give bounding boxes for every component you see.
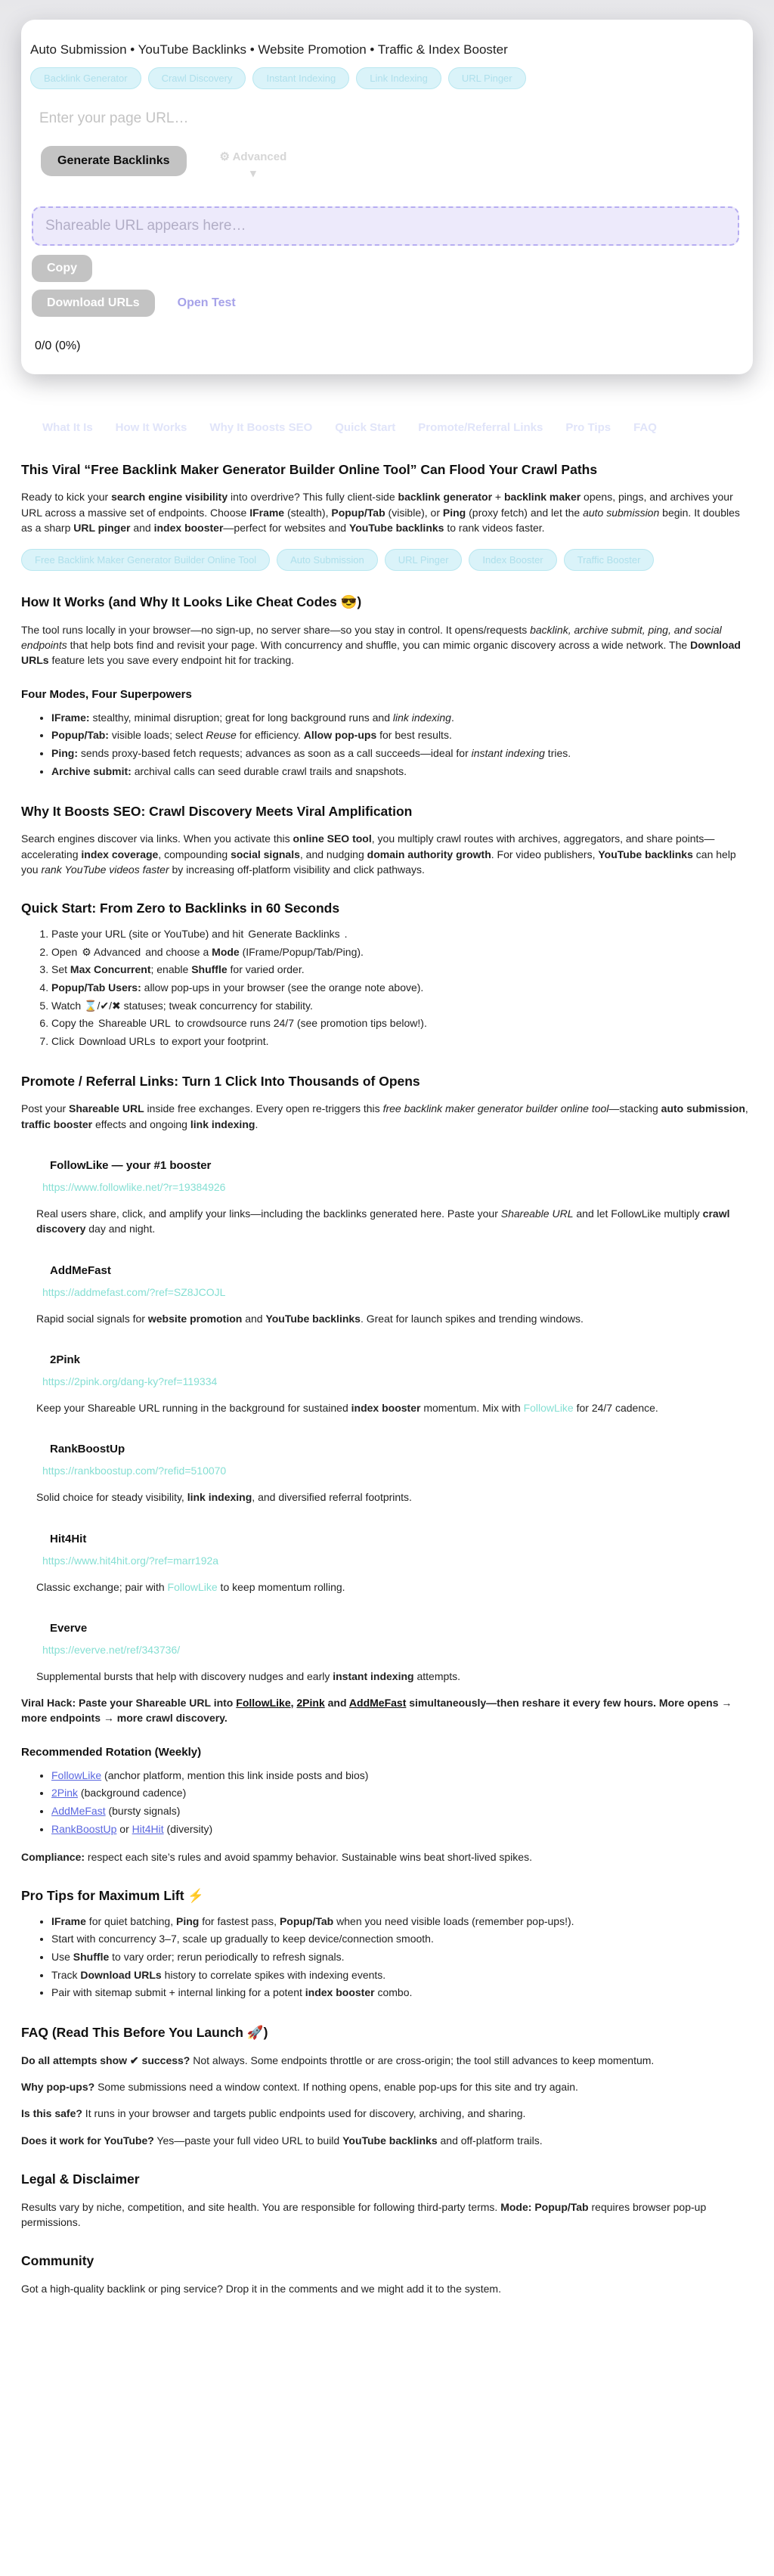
referral-card — [36, 1159, 753, 1237]
hero-section — [0, 0, 774, 395]
referral-card-description: Classic exchange; pair with FollowLike to keep momentum rolling. — [36, 1579, 753, 1595]
keyword-pill: Crawl Discovery — [148, 67, 246, 89]
faq-item: Do all attempts show ✔ success? Not always. Some endpoints throttle or are cross-origin; the tool still advances to keep momentum. — [21, 2053, 753, 2068]
referral-url-link[interactable]: https://addmefast.com/?ref=SZ8JCOJL — [42, 1286, 225, 1298]
copy-button[interactable]: Copy — [32, 255, 92, 282]
referral-url-link[interactable]: https://www.hit4hit.org/?ref=marr192a — [42, 1555, 218, 1567]
referral-card — [36, 1353, 753, 1415]
how-it-works-heading: How It Works (and Why It Looks Like Cheat Codes 😎) — [21, 594, 753, 611]
section-nav-link[interactable]: FAQ — [633, 421, 657, 434]
hit4hit-link[interactable]: Hit4Hit — [132, 1823, 164, 1835]
keyword-pill: Instant Indexing — [252, 67, 349, 89]
addmefast-link[interactable]: AddMeFast — [51, 1805, 106, 1817]
pro-tip-item: • IFrame for quiet batching, Ping for fastest pass, Popup/Tab when you need visible loads (remember pop-ups!). — [51, 1914, 753, 1930]
faq-item: Why pop-ups? Some submissions need a window context. If nothing opens, enable pop-ups for this site and try again. — [21, 2079, 753, 2094]
rotation-heading: Recommended Rotation (Weekly) — [21, 1746, 753, 1759]
followlike-inline-link[interactable]: FollowLike — [524, 1402, 574, 1414]
legal-paragraph: Results vary by niche, competition, and site health. You are responsible for following third-party terms. Mode: Popup/Tab requires browser pop-up permissions. — [21, 2199, 753, 2230]
keyword-pills-row-1 — [30, 67, 741, 89]
viral-hack-note: Viral Hack: Paste your Shareable URL into FollowLike, 2Pink and AddMeFast simultaneously—then reshare it every few hours. More opens → more endpoints → more crawl discovery. — [21, 1695, 753, 1726]
section-nav — [0, 395, 774, 434]
keyword-pill: Index Booster — [469, 549, 556, 571]
referral-card — [36, 1533, 753, 1595]
bottom-whitespace — [21, 2296, 753, 2576]
referral-url-link[interactable]: https://everve.net/ref/343736/ — [42, 1644, 180, 1656]
community-paragraph: Got a high-quality backlink or ping service? Drop it in the comments and we might add it to the system. — [21, 2281, 753, 2296]
rotation-list — [21, 1768, 753, 1838]
keywords-line: Auto Submission • YouTube Backlinks • Website Promotion • Traffic & Index Booster — [30, 42, 741, 57]
rotation-list-item: • AddMeFast (bursty signals) — [51, 1803, 753, 1820]
pro-tip-item: • Start with concurrency 3–7, scale up gradually to keep device/connection smooth. — [51, 1931, 753, 1948]
followlike-inline-link[interactable]: FollowLike — [168, 1581, 218, 1593]
keyword-pill: Traffic Booster — [564, 549, 655, 571]
why-seo-paragraph: Search engines discover via links. When you activate this online SEO tool, you multiply crawl routes with archives, aggregators, and share points—accelerating index coverage, compounding social signals, and nudging domain authority growth. For video publishers, YouTube backlinks can help you rank YouTube videos faster by increasing off-platform visibility and click pathways. — [21, 831, 753, 877]
advanced-toggle[interactable] — [220, 146, 287, 182]
keyword-pill: URL Pinger — [448, 67, 526, 89]
quick-start-list — [21, 926, 753, 1050]
faq-item: Does it work for YouTube? Yes—paste your full video URL to build YouTube backlinks and off-platform trails. — [21, 2133, 753, 2148]
section-nav-link[interactable]: How It Works — [116, 421, 187, 434]
legal-heading: Legal & Disclaimer — [21, 2171, 753, 2188]
what-it-is-paragraph: Ready to kick your search engine visibility into overdrive? This fully client-side backlink generator + backlink maker opens, pings, and archives your URL across a massive set of endpoints. Choose IFrame (stealth), Popup/Tab (visible), or Ping (proxy fetch) and let the auto submission begin. It doubles as a sharp URL pinger and index booster—perfect for websites and YouTube backlinks to rank videos faster. — [21, 489, 753, 535]
quick-start-step: 5. Watch ⌛/✔/✖ statuses; tweak concurrency for stability. — [51, 998, 753, 1015]
chevron-down-icon: ▾ — [220, 166, 287, 182]
modes-list — [21, 710, 753, 780]
quick-start-step: 2. Open ⚙ Advanced and choose a Mode (IFrame/Popup/Tab/Ping). — [51, 944, 753, 961]
shareable-url-box[interactable]: Shareable URL appears here… — [32, 206, 739, 246]
referral-card-title: Everve — [50, 1622, 753, 1635]
open-test-link[interactable]: Open Test — [178, 296, 236, 310]
why-seo-heading: Why It Boosts SEO: Crawl Discovery Meets Viral Amplification — [21, 803, 753, 820]
rankboostup-link[interactable]: RankBoostUp — [51, 1823, 116, 1835]
how-it-works-paragraph: The tool runs locally in your browser—no sign-up, no server share—so you stay in control. It opens/requests backlink, archive submit, ping, and social endpoints that help bots find and revisit your page. With concurrency and shuffle, you can mimic organic discovery across a wide network. The Download URLs feature lets you save every endpoint hit for tracking. — [21, 622, 753, 668]
quick-start-step: 6. Copy the Shareable URL to crowdsource runs 24/7 (see promotion tips below!). — [51, 1015, 753, 1032]
referral-card-title: 2Pink — [50, 1353, 753, 1366]
mode-list-item: • Popup/Tab: visible loads; select Reuse for efficiency. Allow pop-ups for best results. — [51, 727, 753, 744]
rotation-list-item: • RankBoostUp or Hit4Hit (diversity) — [51, 1821, 753, 1838]
faq-item: Is this safe? It runs in your browser and targets public endpoints used for discovery, archiving, and sharing. — [21, 2106, 753, 2121]
download-row — [32, 290, 741, 317]
community-heading: Community — [21, 2252, 753, 2270]
referral-cards — [21, 1159, 753, 1684]
generate-backlinks-button[interactable]: Generate Backlinks — [41, 146, 187, 176]
keyword-pills-row-2 — [21, 549, 753, 571]
quick-start-step: 1. Paste your URL (site or YouTube) and hit Generate Backlinks . — [51, 926, 753, 943]
keyword-pill: Free Backlink Maker Generator Builder Online Tool — [21, 549, 270, 571]
followlike-link[interactable]: FollowLike — [51, 1769, 101, 1781]
progress-counter: 0/0 (0%) — [35, 339, 741, 353]
referral-url-link[interactable]: https://2pink.org/dang-ky?ref=119334 — [42, 1375, 217, 1387]
quick-start-step: 7. Click Download URLs to export your footprint. — [51, 1034, 753, 1050]
rotation-list-item: • 2Pink (background cadence) — [51, 1785, 753, 1802]
pro-tip-item: • Pair with sitemap submit + internal linking for a potent index booster combo. — [51, 1985, 753, 2001]
referral-card — [36, 1622, 753, 1684]
keyword-pill: Auto Submission — [277, 549, 378, 571]
pro-tips-list — [21, 1914, 753, 2001]
page-url-input[interactable] — [38, 110, 525, 128]
rotation-list-item: • FollowLike (anchor platform, mention this link inside posts and bios) — [51, 1768, 753, 1784]
gear-icon: ⚙ Advanced — [220, 150, 287, 163]
referral-card — [36, 1443, 753, 1505]
keyword-pill: URL Pinger — [385, 549, 463, 571]
2pink-link[interactable]: 2Pink — [51, 1787, 78, 1799]
2pink-link[interactable]: 2Pink — [296, 1697, 324, 1709]
referral-card-description: Real users share, click, and amplify your links—including the backlinks generated here. Paste your Shareable URL and let FollowLike multiply crawl discovery day and night. — [36, 1206, 753, 1237]
addmefast-link[interactable]: AddMeFast — [349, 1697, 406, 1709]
keyword-pill: Backlink Generator — [30, 67, 141, 89]
compliance-paragraph: Compliance: respect each site’s rules and avoid spammy behavior. Sustainable wins beat short-lived spikes. — [21, 1849, 753, 1865]
quick-start-step: 3. Set Max Concurrent; enable Shuffle for varied order. — [51, 962, 753, 978]
referral-url-link[interactable]: https://rankboostup.com/?refid=510070 — [42, 1465, 226, 1477]
section-nav-link[interactable]: Promote/Referral Links — [418, 421, 543, 434]
section-nav-link[interactable]: Why It Boosts SEO — [209, 421, 312, 434]
section-nav-link[interactable]: What It Is — [42, 421, 93, 434]
mode-list-item: • Archive submit: archival calls can seed durable crawl trails and snapshots. — [51, 764, 753, 780]
referral-card-title: RankBoostUp — [50, 1443, 753, 1455]
referral-card-description: Rapid social signals for website promotion and YouTube backlinks. Great for launch spikes and trending windows. — [36, 1311, 753, 1326]
section-nav-link[interactable]: Pro Tips — [565, 421, 611, 434]
referral-card-title: FollowLike — your #1 booster — [50, 1159, 753, 1172]
keyword-pill: Link Indexing — [356, 67, 441, 89]
referral-card-description: Solid choice for steady visibility, link indexing, and diversified referral footprints. — [36, 1489, 753, 1505]
section-nav-link[interactable]: Quick Start — [335, 421, 395, 434]
controls-row — [41, 146, 741, 182]
mode-list-item: • Ping: sends proxy-based fetch requests; advances as soon as a call succeeds—ideal for instant indexing tries. — [51, 746, 753, 762]
pro-tips-heading: Pro Tips for Maximum Lift ⚡ — [21, 1887, 753, 1905]
promote-paragraph: Post your Shareable URL inside free exchanges. Every open re-triggers this free backlink maker generator builder online tool—stacking auto submission, traffic booster effects and ongoing link indexing. — [21, 1101, 753, 1132]
referral-card-description: Supplemental bursts that help with discovery nudges and early instant indexing attempts. — [36, 1669, 753, 1684]
referral-card-description: Keep your Shareable URL running in the background for sustained index booster momentum. Mix with FollowLike for 24/7 cadence. — [36, 1400, 753, 1415]
referral-card-title: AddMeFast — [50, 1264, 753, 1277]
referral-url-link[interactable]: https://www.followlike.net/?r=19384926 — [42, 1181, 225, 1193]
four-modes-heading: Four Modes, Four Superpowers — [21, 688, 753, 701]
pro-tip-item: • Use Shuffle to vary order; rerun periodically to refresh signals. — [51, 1949, 753, 1966]
quick-start-step: 4. Popup/Tab Users: allow pop-ups in your browser (see the orange note above). — [51, 980, 753, 997]
quick-start-heading: Quick Start: From Zero to Backlinks in 60 Seconds — [21, 900, 753, 917]
download-urls-button[interactable]: Download URLs — [32, 290, 155, 317]
mode-list-item: • IFrame: stealthy, minimal disruption; great for long background runs and link indexing. — [51, 710, 753, 727]
referral-card — [36, 1264, 753, 1326]
faq-heading: FAQ (Read This Before You Launch 🚀) — [21, 2024, 753, 2041]
faq-list — [21, 2053, 753, 2148]
referral-card-title: Hit4Hit — [50, 1533, 753, 1545]
what-it-is-heading: This Viral “Free Backlink Maker Generator Builder Online Tool” Can Flood Your Crawl Paths — [21, 461, 753, 479]
followlike-link[interactable]: FollowLike — [236, 1697, 290, 1709]
article — [0, 434, 774, 2576]
pro-tip-item: • Track Download URLs history to correlate spikes with indexing events. — [51, 1967, 753, 1984]
promote-heading: Promote / Referral Links: Turn 1 Click Into Thousands of Opens — [21, 1073, 753, 1090]
backlink-tool-card — [21, 20, 753, 374]
